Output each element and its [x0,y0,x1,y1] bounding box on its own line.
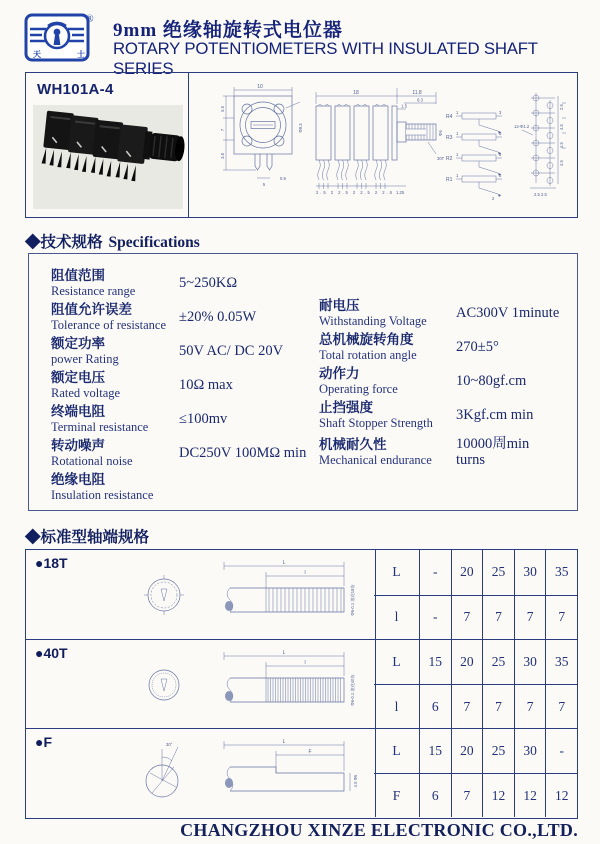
spec-value: 50V AC/ DC 20V [179,343,284,359]
schematic-t2: 2 [492,196,495,201]
pcb-dim: 2.5 [559,104,564,110]
shaft-type-label: ●18T [35,555,68,571]
dim-value: 7 [451,595,483,640]
dim-front-h1: 5.5 [220,106,225,112]
shaft-dim-table-f [374,729,577,817]
spec-label-en: Operating force [319,382,398,396]
spec-value: 5~250KΩ [179,275,238,291]
shaft-row-40t [26,639,577,728]
dim-value: - [419,550,451,595]
schematic-t1: 1 [456,173,459,178]
dim-value: 7 [451,684,483,728]
dim-value: 20 [451,640,483,684]
dim-value: 25 [482,550,514,595]
schematic-r2: R2 [446,156,453,162]
schematic-t3: 3 [499,152,502,157]
dim-value: 7 [482,684,514,728]
pcb-dim: 4.5 [559,124,564,130]
spec-value: ≤100mv [179,411,228,427]
dim-name: L [392,564,401,580]
dim-value: 30 [514,640,546,684]
specs-column-left [51,266,313,504]
dim-name: F [374,773,419,817]
spec-item [51,334,313,368]
dim-front-pin: 0.9 [280,176,286,181]
spec-item [319,432,574,472]
shaft-note: 4.5 Φ6 [353,774,358,788]
dim-value: 35 [545,550,577,595]
shaft-dim-table-40t [374,640,577,728]
dim-front-h2: 7 [220,128,225,132]
spec-label-zh: 动作力 [319,366,360,381]
spec-value: ±20% 0.05W [179,309,257,325]
spec-label-zh: 终端电阻 [51,404,105,419]
pcb-callout: 12-Φ1.2 [514,124,530,129]
spec-label-en: Shaft Stopper Strength [319,416,433,430]
pcb-dim: 4.5 [559,142,564,148]
product-panel [25,72,578,218]
spec-label-en: Insulation resistance [51,488,154,502]
schematic-t1: 1 [456,110,459,115]
shaft-note: Φ6-0.1 滚花40齿 [350,674,355,706]
specs-heading-zh: ◆技术规格 [25,234,103,251]
dim-value: 6 [419,684,451,728]
dim-front-h3: 3.8 [220,153,225,159]
dim-value: 6 [419,773,451,817]
shaft-end-view-40t [134,655,194,715]
spec-label-en: Tolerance of resistance [51,318,167,332]
spec-label-zh: 机械耐久性 [319,437,387,452]
dim-side-knurl: 30T [437,156,445,161]
dim-side-first: 1.25 [396,190,405,195]
dim-value: 7 [545,595,577,640]
spec-value: 10Ω max [179,377,233,393]
shaft-drawing-cell [26,640,376,728]
dim-value: - [545,729,577,773]
spec-value: 270±5° [456,339,499,355]
spec-item [51,300,313,334]
spec-label-en: Terminal resistance [51,420,149,434]
logo-char-right: 士 [77,50,85,59]
schematic-r4: R4 [446,114,453,120]
company-logo-icon [24,11,96,63]
spec-label-zh: 止挡强度 [319,400,373,415]
dim-side-total: 11.8 [412,90,422,96]
registered-mark: ® [86,14,94,25]
dim-front-pitch: 5 [262,182,266,187]
dim-value: 20 [451,729,483,773]
dim-value: 25 [482,640,514,684]
spec-value-line2: turns [456,452,485,468]
spec-label-zh: 额定电压 [51,370,105,385]
spec-value: 10000周min [456,436,530,452]
dim-value: 7 [545,684,577,728]
spec-item [51,470,313,504]
shaft-heading: ◆标准型轴端规格 [25,529,150,546]
shaft-side-view-f [204,735,376,815]
shaft-dim-table-18t [374,550,577,639]
product-photo [31,103,186,215]
spec-label-en: Total rotation angle [319,348,417,362]
dim-side-d1: 8.3 [417,97,423,103]
dim-name: l [374,684,419,728]
dim-side-dia: Φ6 [438,130,443,136]
page-title-en: ROTARY POTENTIOMETERS WITH INSULATED SHAFT SERIES [113,39,538,78]
dim-value: 25 [482,729,514,773]
shaft-side-view-18t [204,556,376,636]
dim-name: L [392,743,401,758]
shaft-row-f [26,728,577,817]
schematic-t1: 1 [456,152,459,157]
spec-item [319,296,574,330]
dim-value: 15 [419,640,451,684]
company-name-footer: CHANGZHOU XINZE ELECTRONIC CO.,LTD. [180,820,578,840]
spec-item [51,368,313,402]
dim-angle: 30° [166,742,173,747]
dim-value: 35 [545,640,577,684]
specs-table [28,253,578,511]
company-logo [24,11,96,63]
spec-item [319,398,574,432]
shaft-drawing-cell [26,729,376,817]
dim-value: 7 [451,773,483,817]
model-number: WH101A-4 [37,81,114,98]
specs-heading-en: Specifications [108,234,200,251]
schematic-t3: 3 [499,110,502,115]
spec-value: DC250V 100MΩ min [179,445,307,461]
shaft-end-view-18t [134,565,194,625]
spec-label-en: Resistance range [51,284,136,298]
schematic-t3: 3 [499,131,502,136]
dim-front-dia: Φ9.3 [298,123,303,133]
dim-value: 7 [514,684,546,728]
spec-item [51,266,313,300]
shaft-note: Φ6-0.1 滚花18齿 [350,584,355,616]
product-photo-cell [26,73,189,217]
dim-value: 20 [451,550,483,595]
shaft-row-18t [26,550,577,639]
dim-value: - [419,595,451,640]
shaft-type-label: ●40T [35,645,68,661]
spec-label-zh: 绝缘电阻 [51,472,105,487]
dim-l: l [304,660,306,666]
spec-label-en: Withstanding Voltage [319,314,427,328]
dim-L: L [282,560,286,566]
logo-char-left: 天 [33,50,41,59]
dim-side-d2: 1.5 [401,103,407,109]
spec-label-en: Rotational noise [51,454,133,468]
dim-L: L [282,650,286,656]
spec-label-zh: 额定功率 [51,336,105,351]
shaft-end-view-f [126,737,202,813]
spec-item [51,402,313,436]
pcb-bottom-dim: 2.5 2.5 [534,192,547,197]
dim-value: 15 [419,729,451,773]
spec-label-zh: 转动噪声 [51,438,105,453]
dim-value: 7 [514,595,546,640]
pcb-dim: 4.5 [559,160,564,166]
dim-front-width: 10 [257,84,263,90]
dim-value: 7 [482,595,514,640]
spec-value: AC300V 1minute [456,305,560,321]
shaft-side-view-40t [204,646,376,726]
spec-label-en: Rated voltage [51,386,121,400]
schematic-t3: 3 [499,173,502,178]
spec-label-zh: 总机械旋转角度 [319,332,414,347]
dim-side-pins: 2.5 2 2.5 2 2.5 2 2.5 [316,190,392,195]
dim-l: l [304,570,306,576]
dim-name: l [374,595,419,640]
dim-value: 30 [514,729,546,773]
schematic-r3: R3 [446,135,453,141]
spec-item [51,436,313,470]
dim-side-body: 18 [353,90,359,96]
dim-value: 12 [482,773,514,817]
schematic-t1: 1 [456,131,459,136]
shaft-drawing-cell [26,550,376,639]
spec-label-zh: 阻值允许误差 [51,302,132,317]
page-title-zh: 9mm 绝缘轴旋转式电位器 [113,20,343,41]
spec-label-en: power Rating [51,352,119,366]
dim-L: L [282,739,286,745]
shaft-type-label: ●F [35,734,53,750]
spec-label-en: Mechanical endurance [319,453,432,467]
dim-name: L [392,654,401,669]
spec-label-zh: 耐电压 [319,298,360,313]
shaft-spec-table [25,549,578,819]
spec-value: 10~80gf.cm [456,373,527,389]
specs-heading [25,230,200,252]
spec-label-zh: 阻值范围 [51,268,105,283]
spec-item [319,330,574,364]
technical-drawings [190,74,578,217]
spec-item [319,364,574,398]
specs-column-right [319,296,574,472]
dim-value: 12 [514,773,546,817]
spec-value: 3Kgf.cm min [456,407,534,423]
schematic-r1: R1 [446,177,453,183]
dim-value: 12 [545,773,577,817]
dim-F: F [308,749,312,755]
dim-value: 30 [514,550,546,595]
